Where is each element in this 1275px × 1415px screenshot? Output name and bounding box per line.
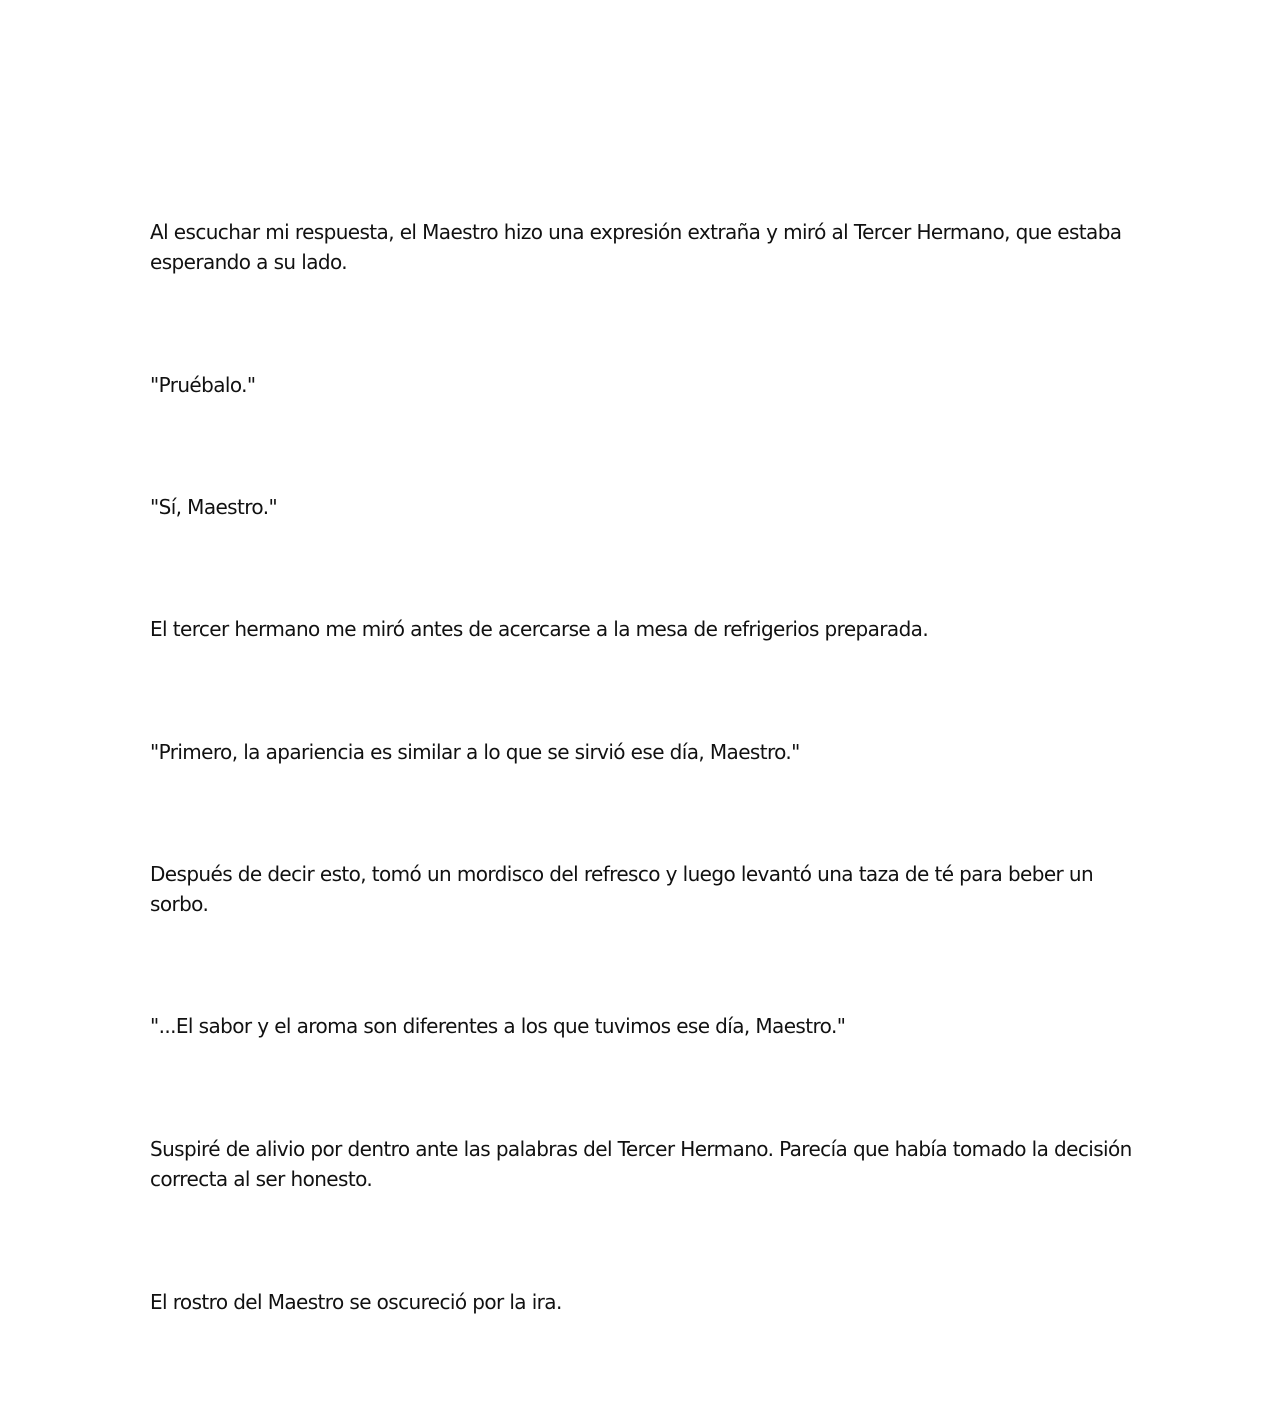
paragraph: "...El sabor y el aroma son diferentes a los que tuvimos ese día, Maestro." xyxy=(150,1014,846,1038)
paragraph: Después de decir esto, tomó un mordisco del refresco y luego levantó una taza de té para beber un sorbo. xyxy=(150,862,1094,916)
paragraph: "Sí, Maestro." xyxy=(150,495,278,519)
paragraph: Al escuchar mi respuesta, el Maestro hizo una expresión extraña y miró al Tercer Hermano, que estaba esperando a su lado. xyxy=(150,220,1122,274)
paragraph: El rostro del Maestro se oscureció por la ira. xyxy=(150,1290,562,1314)
paragraph: "Pruébalo." xyxy=(150,373,256,397)
paragraph: El tercer hermano me miró antes de acercarse a la mesa de refrigerios preparada. xyxy=(150,617,929,641)
paragraph: Suspiré de alivio por dentro ante las palabras del Tercer Hermano. Parecía que había tomado la decisión correcta al ser honesto. xyxy=(150,1137,1132,1191)
paragraph: "Primero, la apariencia es similar a lo que se sirvió ese día, Maestro." xyxy=(150,740,800,764)
